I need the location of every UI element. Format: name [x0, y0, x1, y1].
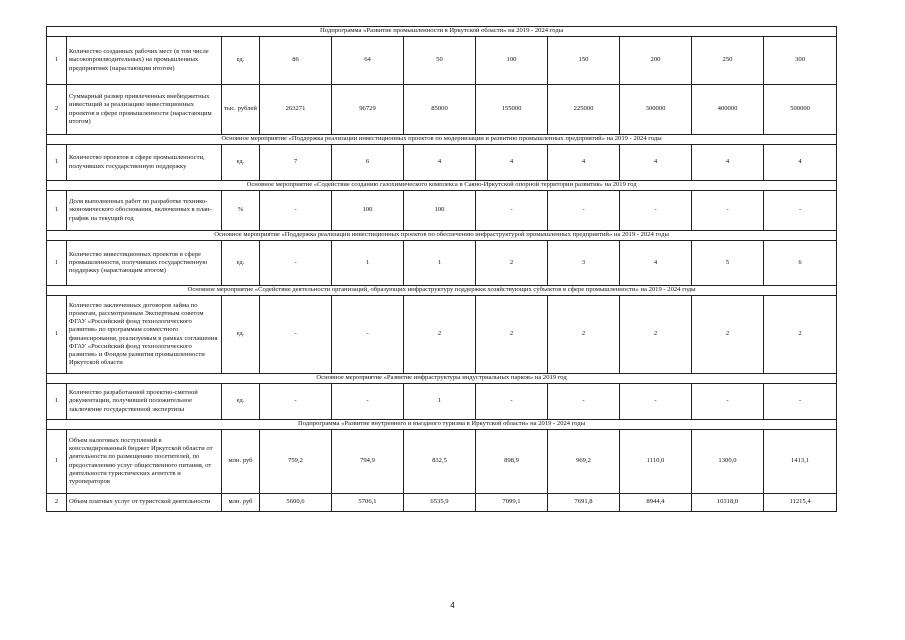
table-row	[47, 241, 837, 286]
value-cell: 1110,0	[620, 430, 692, 494]
value-cell: 2	[620, 296, 692, 374]
value-cell: 759,2	[260, 430, 332, 494]
value-cell: 1	[332, 241, 404, 286]
row-number: 1	[47, 241, 67, 286]
value-cell: 85000	[404, 85, 476, 135]
value-cell: -	[476, 191, 548, 231]
row-number: 1	[47, 384, 67, 420]
section-header-row	[47, 27, 837, 37]
value-cell: -	[692, 384, 764, 420]
value-cell: 969,2	[548, 430, 620, 494]
row-number: 1	[47, 191, 67, 231]
value-cell: 500000	[764, 85, 837, 135]
value-cell: 300000	[620, 85, 692, 135]
table-row	[47, 494, 837, 512]
value-cell: 6	[332, 145, 404, 181]
value-cell: 10318,0	[692, 494, 764, 512]
section-title: Подпрограмма «Развитие внутреннего и въездного туризма в Иркутской области» на 2019 - 2024 годы	[47, 420, 837, 430]
value-cell: 2	[476, 241, 548, 286]
table-row	[47, 296, 837, 374]
value-cell: 898,9	[476, 430, 548, 494]
section-title: Основное мероприятие «Поддержка реализации инвестиционных проектов по модернизации и развитию промышленных предприятий» на 2019 - 2024 годы	[47, 135, 837, 145]
value-cell: 6	[764, 241, 837, 286]
value-cell: 11215,4	[764, 494, 837, 512]
indicator-name: Количество созданных рабочих мест (в том числе высокопроизводительных) на промышленных предприятиях (нарастающим итогом)	[67, 37, 222, 85]
value-cell: -	[260, 296, 332, 374]
value-cell: 3	[548, 241, 620, 286]
value-cell: -	[620, 191, 692, 231]
value-cell: 4	[764, 145, 837, 181]
value-cell: 794,9	[332, 430, 404, 494]
indicators-table	[46, 26, 837, 512]
value-cell: -	[476, 384, 548, 420]
value-cell: -	[620, 384, 692, 420]
value-cell: 7099,1	[476, 494, 548, 512]
value-cell: -	[692, 191, 764, 231]
value-cell: 1413,1	[764, 430, 837, 494]
value-cell: 4	[476, 145, 548, 181]
section-title: Основное мероприятие «Содействие созданию газохимического комплекса в Саяно-Иркутской опорной территории развития» на 2019 год	[47, 181, 837, 191]
section-title: Основное мероприятие «Поддержка реализации инвестиционных проектов по обеспечению инфраструктурой промышленных предприятий» на 2019 - 2024 годы	[47, 231, 837, 241]
section-header-row	[47, 420, 837, 430]
section-header-row	[47, 231, 837, 241]
value-cell: 2	[404, 296, 476, 374]
value-cell: -	[260, 241, 332, 286]
value-cell: 155000	[476, 85, 548, 135]
value-cell: 200	[620, 37, 692, 85]
indicator-name: Количество инвестиционных проектов в сфере промышленности, получивших государственную поддержку (нарастающим итогом)	[67, 241, 222, 286]
indicator-name: Доля выполненных работ по разработке технико-экономического обоснования, включенных в план-график на текущий год	[67, 191, 222, 231]
value-cell: 4	[404, 145, 476, 181]
row-number: 1	[47, 296, 67, 374]
unit-cell: %	[222, 191, 260, 231]
value-cell: -	[548, 384, 620, 420]
value-cell: -	[332, 296, 404, 374]
value-cell: 100	[404, 191, 476, 231]
indicator-name: Суммарный размер привлеченных внебюджетных инвестиций за реализацию инвестиционных проектов в сфере промышленности (нарастающим итогом)	[67, 85, 222, 135]
value-cell: 832,5	[404, 430, 476, 494]
value-cell: 4	[692, 145, 764, 181]
value-cell: 2	[692, 296, 764, 374]
row-number: 1	[47, 37, 67, 85]
unit-cell: ед.	[222, 384, 260, 420]
row-number: 2	[47, 494, 67, 512]
value-cell: 50	[404, 37, 476, 85]
unit-cell: ед.	[222, 296, 260, 374]
value-cell: 86	[260, 37, 332, 85]
value-cell: 263271	[260, 85, 332, 135]
value-cell: 300	[764, 37, 837, 85]
table-row	[47, 384, 837, 420]
value-cell: 2	[548, 296, 620, 374]
value-cell: -	[764, 384, 837, 420]
value-cell: 1	[404, 241, 476, 286]
value-cell: 8944,4	[620, 494, 692, 512]
table-row	[47, 85, 837, 135]
section-title: Подпрограмма «Развитие промышленности в Иркутской области» на 2019 - 2024 годы	[47, 27, 837, 37]
value-cell: 5706,1	[332, 494, 404, 512]
value-cell: -	[764, 191, 837, 231]
value-cell: 4	[620, 241, 692, 286]
value-cell: -	[260, 191, 332, 231]
section-header-row	[47, 181, 837, 191]
value-cell: 225000	[548, 85, 620, 135]
value-cell: 5600,6	[260, 494, 332, 512]
unit-cell: ед.	[222, 241, 260, 286]
value-cell: 4	[620, 145, 692, 181]
section-header-row	[47, 135, 837, 145]
value-cell: 1	[404, 384, 476, 420]
value-cell: 96729	[332, 85, 404, 135]
value-cell: 250	[692, 37, 764, 85]
value-cell: -	[260, 384, 332, 420]
value-cell: 1300,0	[692, 430, 764, 494]
value-cell: 100	[332, 191, 404, 231]
unit-cell: тыс. рублей	[222, 85, 260, 135]
unit-cell: ед.	[222, 37, 260, 85]
unit-cell: млн. руб	[222, 494, 260, 512]
value-cell: 150	[548, 37, 620, 85]
table-row	[47, 37, 837, 85]
row-number: 1	[47, 430, 67, 494]
value-cell: -	[548, 191, 620, 231]
value-cell: 2	[764, 296, 837, 374]
indicator-name: Количество заключенных договоров займа по проектам, рассмотренным Экспертным советом ФГАУ «Российский фонд технологического развития» по программам совместного финансирования, реализуемым в рамках соглашения ФГАУ «Российский фонд технологического развития» и Фондом развития промышленности Иркутской области	[67, 296, 222, 374]
document-page	[46, 26, 836, 512]
indicator-name: Количество проектов в сфере промышленности, получивших государственную поддержку	[67, 145, 222, 181]
unit-cell: млн. руб	[222, 430, 260, 494]
value-cell: 64	[332, 37, 404, 85]
unit-cell: ед.	[222, 145, 260, 181]
table-row	[47, 145, 837, 181]
indicator-name: Объем платных услуг от туристской деятельности	[67, 494, 222, 512]
value-cell: 100	[476, 37, 548, 85]
value-cell: 7691,8	[548, 494, 620, 512]
indicator-name: Количество разработанной проектно-сметной документации, получившей положительное заключение государственной экспертизы	[67, 384, 222, 420]
value-cell: 7	[260, 145, 332, 181]
value-cell: 400000	[692, 85, 764, 135]
section-header-row	[47, 286, 837, 296]
page-number: 4	[450, 601, 455, 610]
section-title: Основное мероприятие «Развитие инфраструктуры индустриальных парков» на 2019 год	[47, 374, 837, 384]
value-cell: 4	[548, 145, 620, 181]
row-number: 1	[47, 145, 67, 181]
value-cell: 6535,9	[404, 494, 476, 512]
table-row	[47, 191, 837, 231]
indicator-name: Объем налоговых поступлений в консолидированный бюджет Иркутской области от деятельности по размещению посетителей, по предоставлению услуг общественного питания, от деятельности туристических агентств и туроператоров	[67, 430, 222, 494]
value-cell: 2	[476, 296, 548, 374]
section-title: Основное мероприятие «Содействие деятельности организаций, образующих инфраструктуру поддержки хозяйствующих субъектов в сфере промышленности» на 2019 - 2024 годы	[47, 286, 837, 296]
table-body	[47, 27, 837, 512]
value-cell: 5	[692, 241, 764, 286]
value-cell: -	[332, 384, 404, 420]
row-number: 2	[47, 85, 67, 135]
section-header-row	[47, 374, 837, 384]
table-row	[47, 430, 837, 494]
